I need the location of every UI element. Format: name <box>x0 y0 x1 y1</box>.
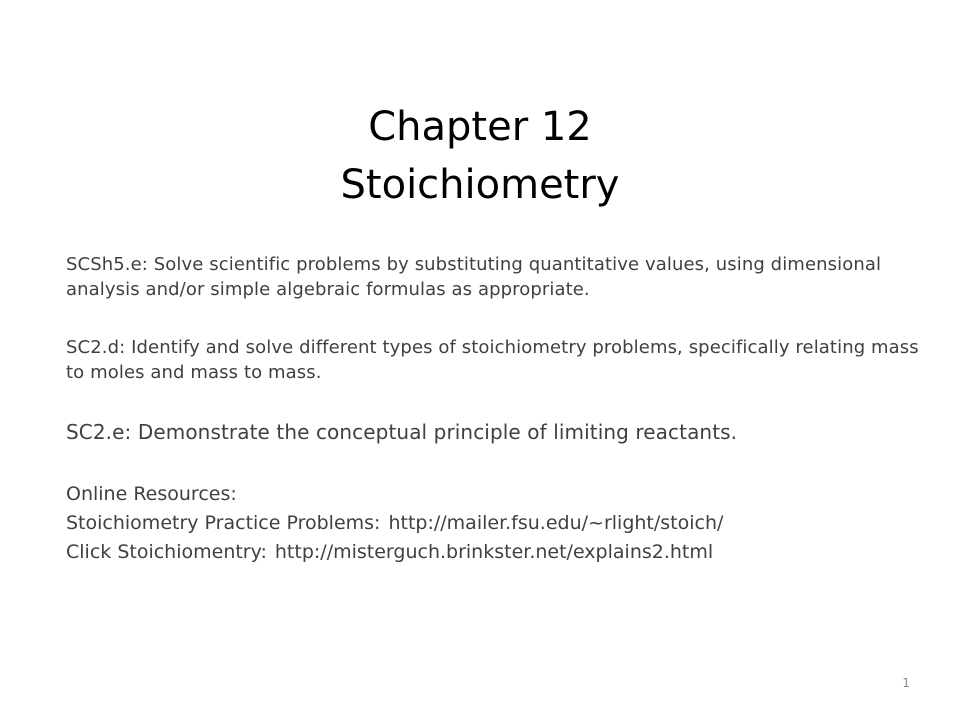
slide-title <box>40 98 920 214</box>
standard-scsh5e: SCSh5.e: Solve scientific problems by substituting quantitative values, using dimensional analysis and/or simple algebraic formulas as appropriate. <box>66 254 882 300</box>
online-resources <box>66 480 926 567</box>
slide-body <box>66 252 926 567</box>
resource-link[interactable]: http://mailer.fsu.edu/~rlight/stoich/ <box>388 512 724 534</box>
resources-heading: Online Resources: <box>66 483 237 505</box>
standard-sc2d: SC2.d: Identify and solve different types of stoichiometry problems, specifically relating mass to moles and mass to mass. <box>66 337 919 383</box>
title-line-chapter: Chapter 12 <box>368 104 592 150</box>
resource-item-practice-problems <box>66 509 926 538</box>
resource-item-click-stoichiometry <box>66 538 926 567</box>
title-line-topic: Stoichiometry <box>340 162 620 208</box>
standard-sc2e: SC2.e: Demonstrate the conceptual principle of limiting reactants. <box>66 420 738 444</box>
resource-label: Click Stoichiomentry: <box>66 541 267 563</box>
resource-link[interactable]: http://misterguch.brinkster.net/explains2.html <box>274 541 714 563</box>
resource-label: Stoichiometry Practice Problems: <box>66 512 381 534</box>
page-number: 1 <box>902 676 910 690</box>
